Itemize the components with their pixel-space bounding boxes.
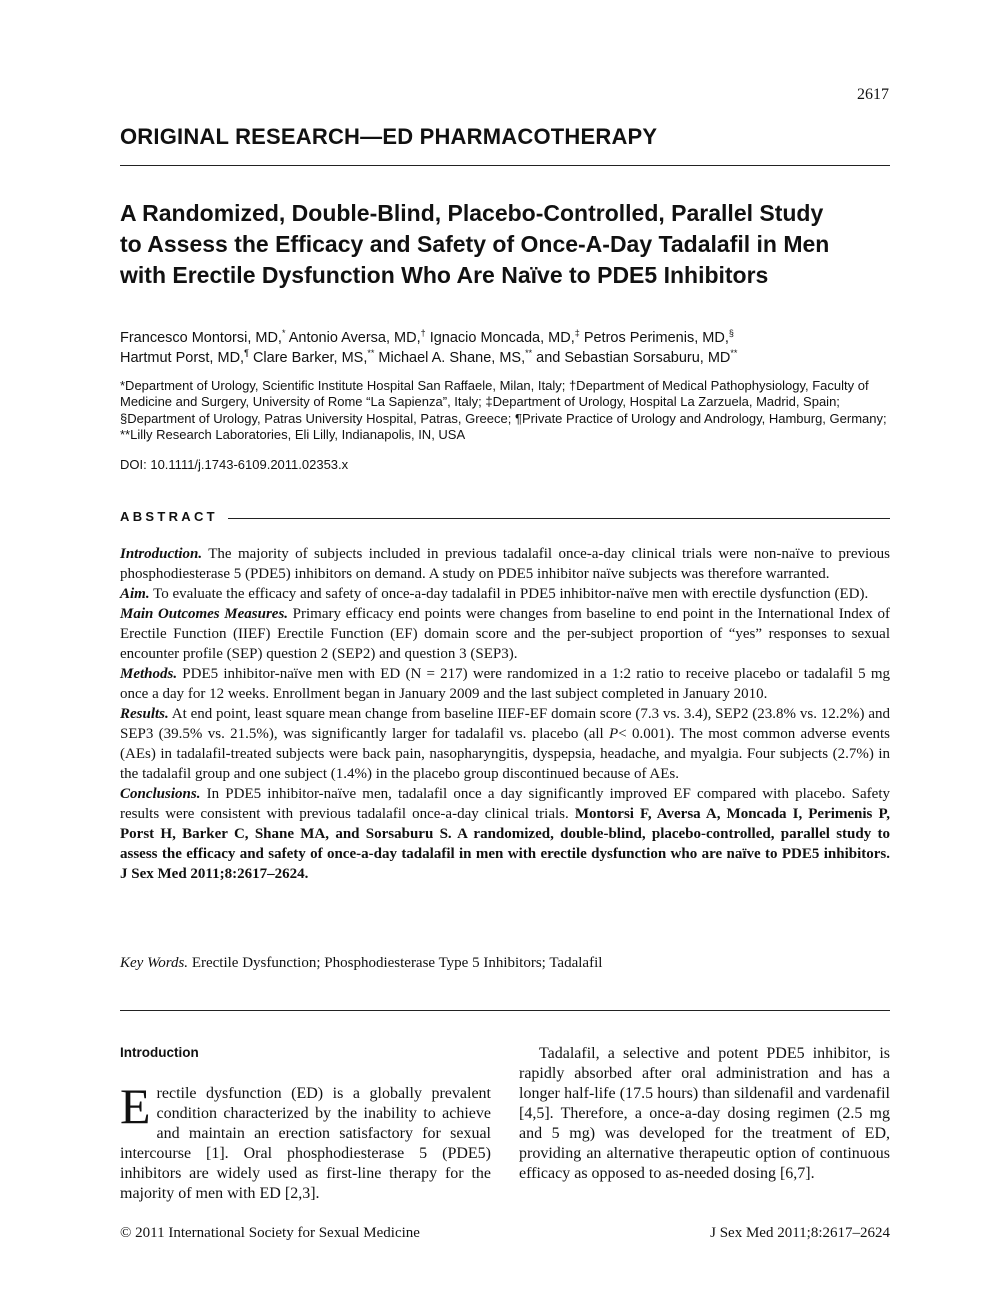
affiliations: *Department of Urology, Scientific Institute Hospital San Raffaele, Milan, Italy; †Department of Medical Pathophysiology, Faculty of Medicine and Surgery, University of Rome “La Sapienza”, Italy; ‡Department of Urology, Hospital La Zarzuela, Madrid, Spain; §Department of Urology, Patras University Hospital, Patras, Greece; ¶Private Practice of Urology and Andrology, Hamburg, Germany; **Lilly Research Laboratories, Eli Lilly, Indianapolis, IN, USA: [120, 378, 887, 442]
abstract-body: [120, 544, 890, 884]
section-heading: ORIGINAL RESEARCH—ED PHARMACOTHERAPY: [120, 124, 658, 149]
abstract-label: ABSTRACT: [120, 509, 221, 524]
introduction-left-column: Erectile dysfunction (ED) is a globally prevalent condition characterized by the inability to achieve and maintain an erection satisfactory for sexual intercourse [1]. Oral phosphodiesterase 5 (PDE5) inhibitors are widely used as first-line therapy for the majority of men with ED [2,3].: [120, 1078, 491, 1202]
author: Antonio Aversa, MD,†: [288, 328, 426, 346]
introduction-heading: Introduction: [120, 1045, 199, 1060]
introduction-right-column: Tadalafil, a selective and potent PDE5 inhibitor, is rapidly absorbed after oral administration and has a longer half-life (17.5 hours) than sildenafil and vardenafil [4,5]. Therefore, a once-a-day dosing regimen (2.5 mg and 5 mg) was developed for the treatment of ED, providing an alternative therapeutic option of continuous efficacy as opposed to as-needed dosing [6,7].: [519, 1045, 890, 1182]
author: Petros Perimenis, MD,§: [583, 328, 734, 346]
doi: DOI: 10.1111/j.1743-6109.2011.02353.x: [120, 457, 349, 472]
title-line-2: to Assess the Efficacy and Safety of Once-A-Day Tadalafil in Men: [120, 231, 830, 257]
abstract-methods: Methods. PDE5 inhibitor-naïve men with ED (N = 217) were randomized in a 1:2 ratio to receive placebo or tadalafil 5 mg once a day for 12 weeks. Enrollment began in January 2009 and the last subject completed in January 2010.: [120, 666, 891, 702]
author: and Sebastian Sorsaburu, MD**: [536, 348, 738, 366]
article-title: [120, 198, 900, 291]
keywords-list: Erectile Dysfunction; Phosphodiesterase Type 5 Inhibitors; Tadalafil: [191, 955, 603, 971]
drop-cap: E: [120, 1078, 151, 1134]
author-list: [120, 328, 910, 368]
author: Ignacio Moncada, MD,‡: [429, 328, 580, 346]
keywords-label: Key Words.: [120, 955, 189, 971]
abstract-measures: Main Outcomes Measures. Primary efficacy end points were changes from baseline to end point in the International Index of Erectile Function (IIEF) Erectile Function (EF) domain score and the per-subject proportion of “yes” responses to sexual encounter profile (SEP) question 2 (SEP2) and question 3 (SEP3).: [120, 606, 890, 662]
author: Hartmut Porst, MD,¶: [120, 348, 249, 366]
keywords: [120, 955, 890, 972]
title-line-3: with Erectile Dysfunction Who Are Naïve to PDE5 Inhibitors: [120, 262, 769, 288]
abstract-results: Results. At end point, least square mean change from baseline IIEF-EF domain score (7.3 vs. 3.4), SEP2 (23.8% vs. 12.2%) and SEP3 (39.5% vs. 21.5%), was significantly larger for tadalafil vs. placebo (all P< 0.001). The most common adverse events (AEs) in tadalafil-treated subjects were back pain, nasopharyngitis, dyspepsia, headache, and myalgia. Four subjects (2.7%) in the tadalafil group and one subject (1.4%) in the placebo group discontinued because of AEs.: [120, 706, 891, 782]
abstract-introduction: Introduction. The majority of subjects included in previous tadalafil once-a-day clinical trials were non-naïve to previous phosphodiesterase 5 (PDE5) inhibitors on demand. A study on PDE5 inhibitor naïve subjects was therefore warranted.: [120, 546, 890, 582]
abstract-rule: [228, 518, 890, 519]
abstract-bottom-rule: [120, 1010, 890, 1011]
footer-journal: J Sex Med 2011;8:2617–2624: [710, 1225, 890, 1241]
author: Michael A. Shane, MS,**: [378, 348, 533, 366]
citation: Montorsi F, Aversa A, Moncada I, Perimenis P, Porst H, Barker C, Shane MA, and Sorsaburu S. A randomized, double-blind, placebo-controlled, parallel study to assess the efficacy and safety of once-a-day tadalafil in men with erectile dysfunction who are naïve to PDE5 inhibitors. J Sex Med 2011;8:2617–2624.: [120, 806, 890, 882]
author: Francesco Montorsi, MD,*: [120, 328, 286, 346]
abstract-conclusions: Conclusions. In PDE5 inhibitor-naïve men, tadalafil once a day significantly improved EF compared with placebo. Safety results were consistent with previous tadalafil once-a-day clinical trials. Montorsi F, Aversa A, Moncada I, Perimenis P, Porst H, Barker C, Shane MA, and Sorsaburu S. A randomized, double-blind, placebo-controlled, parallel study to assess the efficacy and safety of once-a-day tadalafil in men with erectile dysfunction who are naïve to PDE5 inhibitors. J Sex Med 2011;8:2617–2624.: [120, 786, 890, 882]
author: Clare Barker, MS,**: [252, 348, 375, 366]
abstract-header: [120, 509, 890, 527]
abstract-aim: Aim. To evaluate the efficacy and safety of once-a-day tadalafil in PDE5 inhibitor-naïve men with erectile dysfunction (ED).: [120, 586, 869, 602]
page-number: 2617: [857, 86, 889, 103]
footer-copyright: © 2011 International Society for Sexual Medicine: [120, 1225, 420, 1241]
title-line-1: A Randomized, Double-Blind, Placebo-Controlled, Parallel Study: [120, 200, 824, 226]
header-rule: [120, 165, 890, 166]
